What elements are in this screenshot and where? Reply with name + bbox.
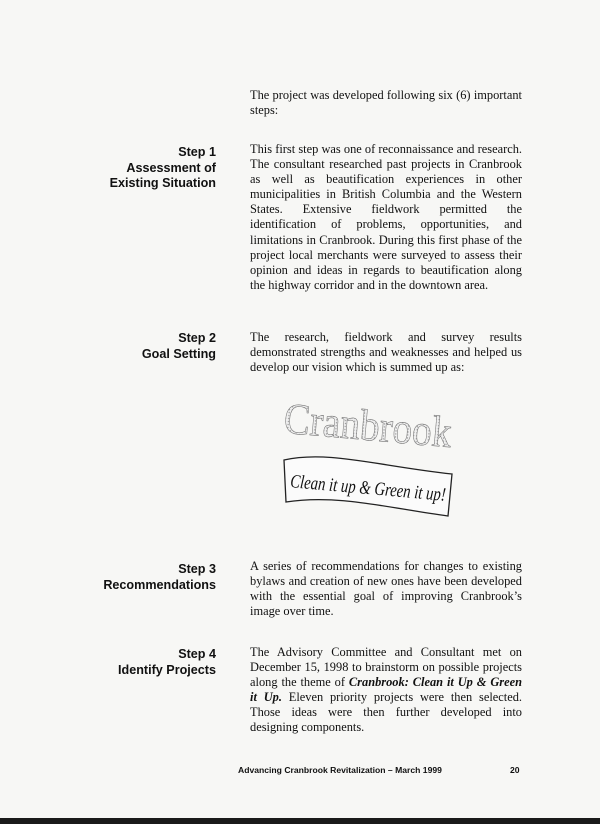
logo-wordmark: Cranbrook bbox=[282, 393, 474, 459]
step-1-heading bbox=[110, 145, 216, 192]
step-1-title-line-2: Existing Situation bbox=[109, 176, 216, 190]
step-4-text-before: The Advisory Committee and Consultant met on December 15, 1998 to brainstorm on possible projects along the theme of bbox=[250, 645, 522, 690]
step-2-title-line-1: Goal Setting bbox=[141, 346, 216, 361]
intro-paragraph: The project was developed following six (6) important steps: bbox=[250, 88, 522, 118]
step-4-heading bbox=[118, 647, 216, 678]
footer-title: Advancing Cranbrook Revitalization – March 1999 bbox=[238, 765, 442, 775]
step-1-paragraph: This first step was one of reconnaissance and research. The consultant researched past projects in Cranbrook as well as beautification experiences in other municipalities in British Columbia and the Western States. Extensive fieldwork permitted the identification of problems, opportunities, and limitations in Cranbrook. During this first phase of the project local merchants were surveyed to assess their opinion and ideas in regards to beautification along the highway corridor and in the downtown area. bbox=[250, 142, 522, 292]
logo-slogan: Clean it up & Green it up! bbox=[289, 471, 492, 510]
step-2-heading bbox=[142, 331, 216, 362]
cranbrook-logo bbox=[278, 393, 492, 524]
step-4-paragraph bbox=[250, 645, 522, 736]
step-1-title-line-1: Assessment of bbox=[126, 160, 216, 175]
step-4-emphasis: Cranbrook: Clean it Up & Green it Up. bbox=[250, 675, 523, 705]
step-4-title-line-1: Identify Projects bbox=[118, 662, 216, 677]
page-number: 20 bbox=[510, 765, 520, 775]
step-4-label: Step 4 bbox=[178, 647, 216, 661]
step-3-paragraph: A series of recommendations for changes to existing bylaws and creation of new ones have been developed with the essential goal of improving Cranbrook’s image over time. bbox=[250, 559, 522, 619]
step-2-paragraph: The research, fieldwork and survey results demonstrated strengths and weaknesses and helped us develop our vision which is summed up as: bbox=[250, 330, 522, 375]
step-3-title-line-1: Recommendations bbox=[103, 577, 216, 592]
scan-edge bbox=[0, 818, 600, 824]
step-3-label: Step 3 bbox=[178, 562, 216, 576]
step-2-label: Step 2 bbox=[178, 331, 216, 345]
step-3-heading bbox=[103, 562, 216, 593]
step-1-label: Step 1 bbox=[178, 145, 216, 159]
step-4-text-after: Eleven priority projects were then selected. Those ideas were then further developed into designing components. bbox=[250, 690, 522, 735]
